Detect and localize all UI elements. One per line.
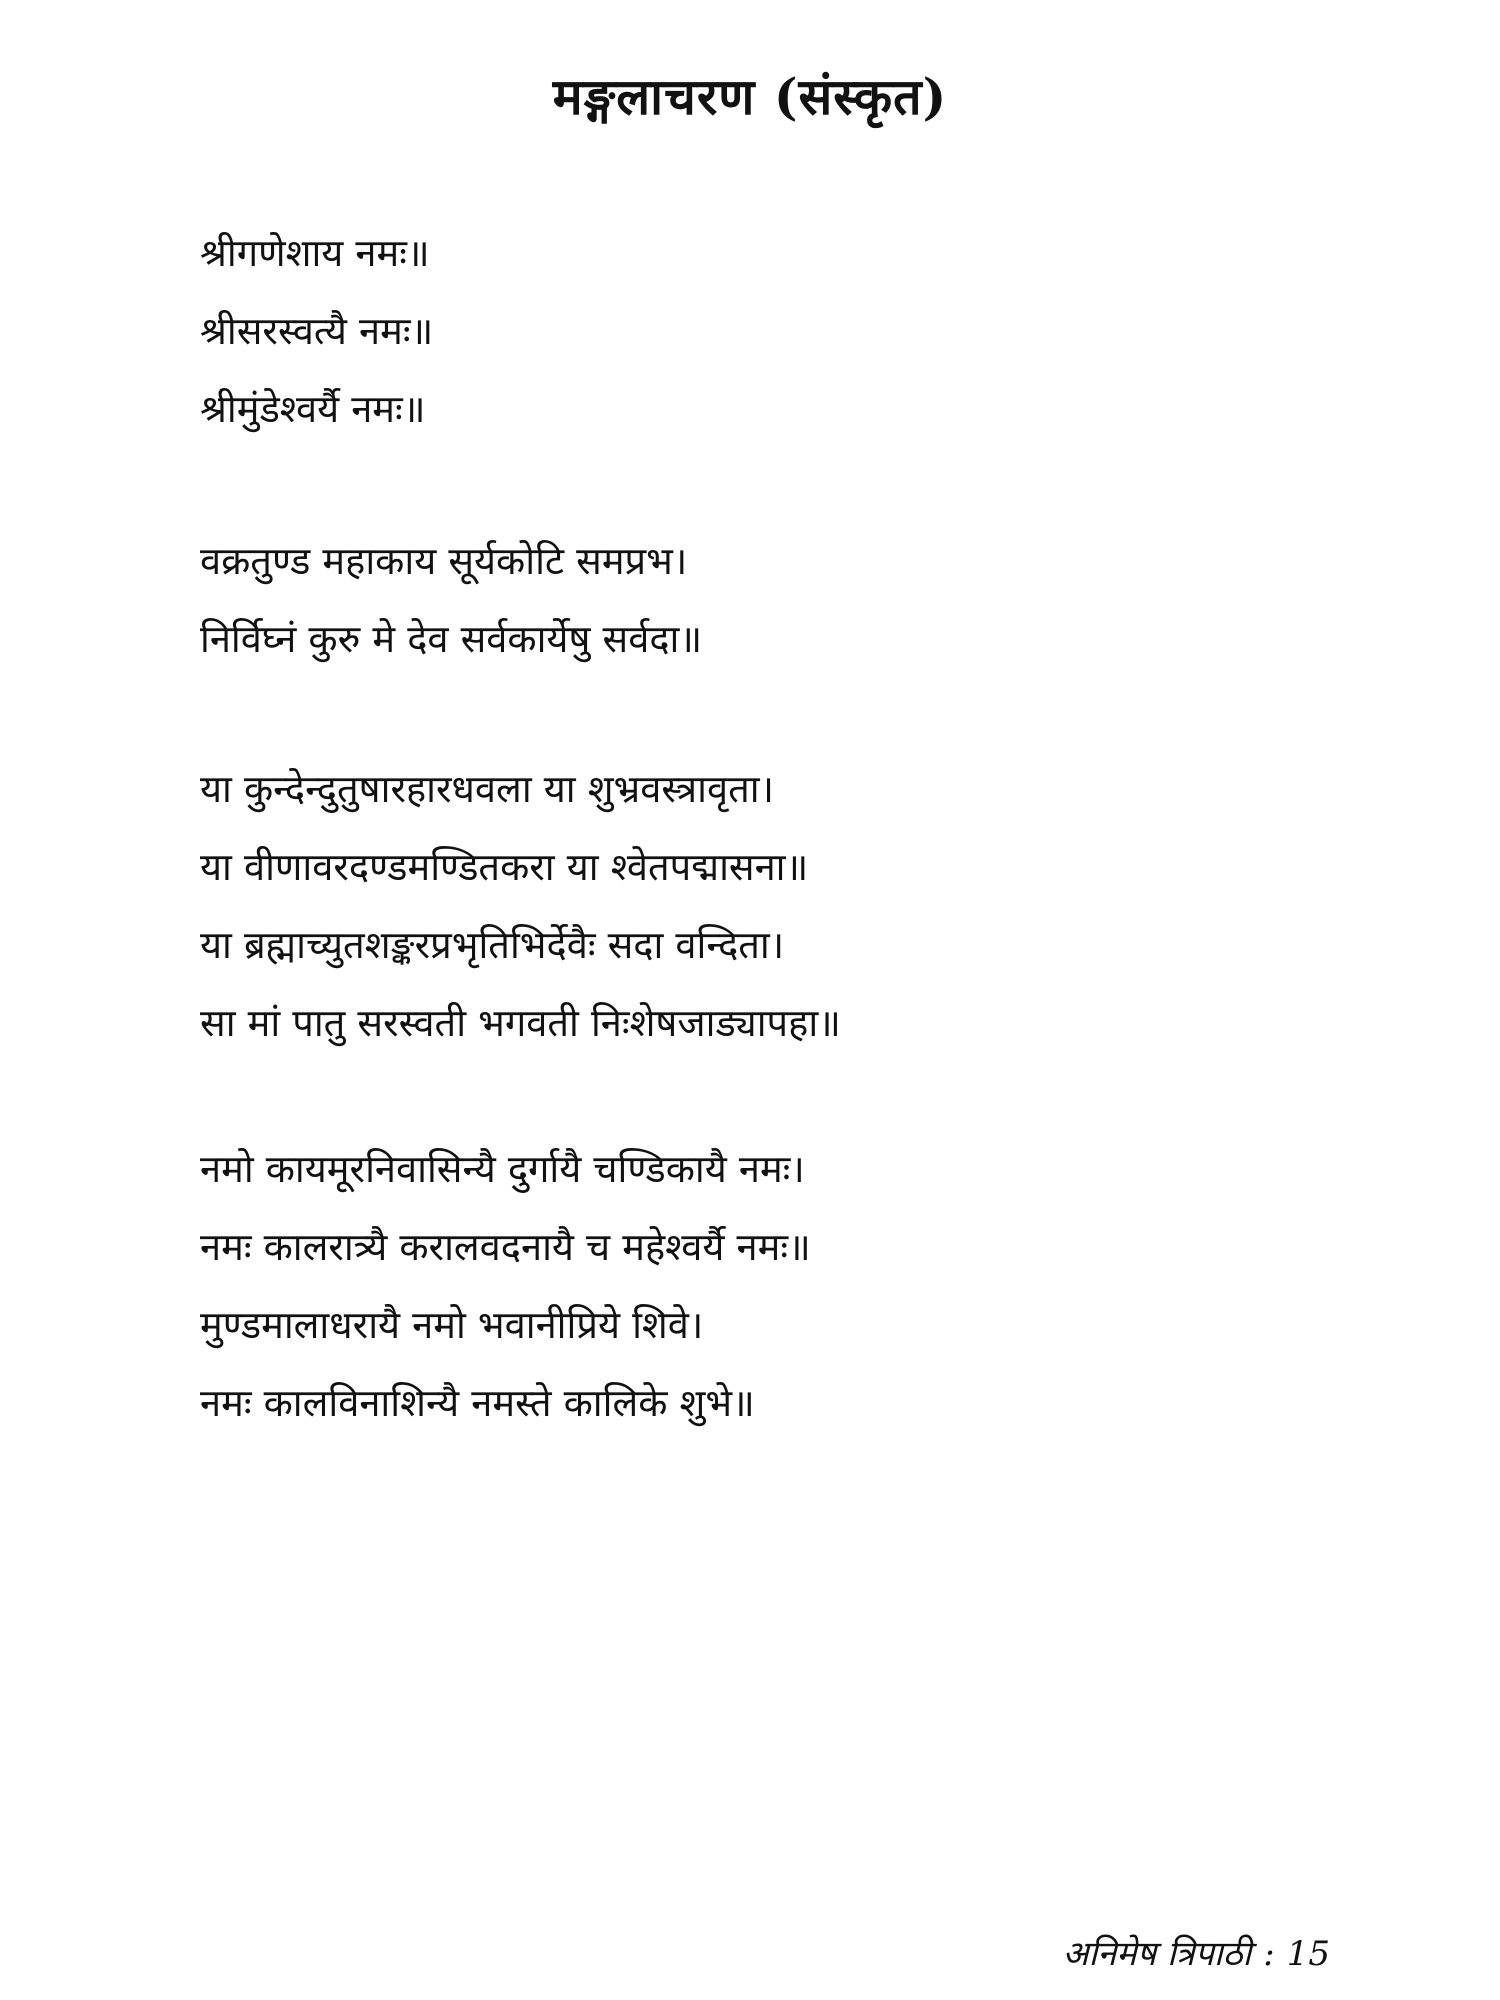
page-number: 15: [1286, 1934, 1330, 1974]
verse-line: नमः कालविनाशिन्यै नमस्ते कालिके शुभे॥: [200, 1381, 755, 1425]
verse-line: वक्रतुण्ड महाकाय सूर्यकोटि समप्रभ।: [200, 539, 688, 583]
verse-line: नमः कालरात्र्यै करालवदनायै च महेश्वर्यै नमः॥: [200, 1225, 811, 1269]
page-title: मङ्गलाचरण (संस्कृत): [552, 67, 948, 126]
verse-line: नमो कायमूरनिवासिन्यै दुर्गायै चण्डिकायै नमः।: [200, 1147, 805, 1191]
durga-verse-block: [200, 1130, 1300, 1442]
saraswati-verse-block: [200, 750, 1300, 1062]
verse-line: सा मां पातु सरस्वती भगवती निःशेषजाड्यापहा॥: [200, 1001, 841, 1045]
verse-line: या वीणावरदण्डमण्डितकरा या श्वेतपद्मासना॥: [200, 845, 809, 889]
verse-line: मुण्डमालाधरायै नमो भवानीप्रिये शिवे।: [200, 1303, 704, 1347]
verse-line: निर्विघ्नं कुरु मे देव सर्वकार्येषु सर्वदा॥: [200, 617, 703, 661]
verse-line: श्रीसरस्वत्यै नमः॥: [200, 309, 434, 353]
footer-author: अनिमेष त्रिपाठी: [1062, 1934, 1252, 1974]
verse-line: श्रीमुंडेश्वर्यै नमः॥: [200, 387, 426, 431]
verse-line: या ब्रह्माच्युतशङ्करप्रभृतिभिर्देवैः सदा वन्दिता।: [200, 923, 785, 967]
verse-line: श्रीगणेशाय नमः॥: [200, 231, 430, 275]
verse-line: या कुन्देन्दुतुषारहारधवला या शुभ्रवस्त्रावृता।: [200, 767, 775, 811]
page-footer: [1063, 1932, 1330, 1976]
ganesha-verse-block: [200, 522, 1300, 678]
salutation-block: [200, 214, 1300, 448]
footer-separator: :: [1263, 1934, 1275, 1974]
